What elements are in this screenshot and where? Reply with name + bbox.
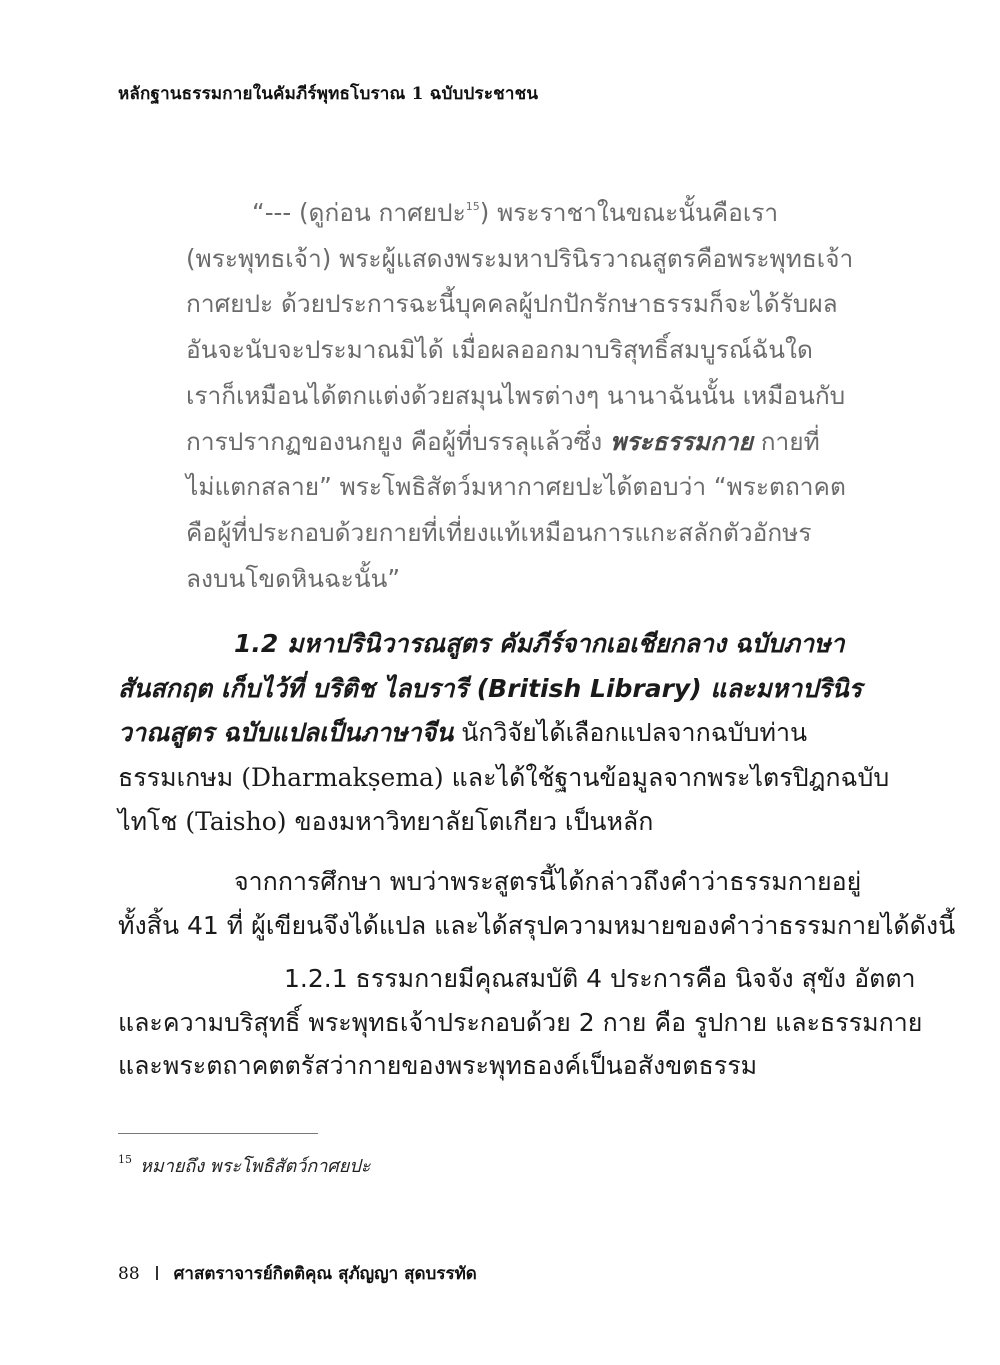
quote-line: เราก็เหมือนได้ตกแต่งด้วยสมุนไพรต่างๆ นานาฉันนั้น เหมือนกับ (186, 380, 846, 410)
section-1-2 (118, 622, 890, 845)
block-quote (186, 190, 854, 601)
quote-line: ไม่แตกสลาย” พระโพธิสัตว์มหากาศยปะได้ตอบว่า “พระตถาคต (186, 472, 846, 502)
section-1-2-1 (118, 957, 923, 1088)
findings-paragraph (118, 860, 956, 948)
footnote-text: หมายถึง พระโพธิสัตว์กาศยปะ (140, 1156, 371, 1177)
page-number: 88 (118, 1264, 140, 1284)
emphasis-term: พระธรรมกาย (610, 426, 753, 456)
quote-line: “--- (ดูก่อน กาศยปะ$^{15}$) พระราชาในขณะนั้นคือเรา (252, 198, 779, 227)
footer-separator (156, 1266, 158, 1280)
section-heading-line: 1.2 มหาปรินิวารณสูตร คัมภีร์จากเอเชียกลาง ฉบับภาษา (234, 629, 845, 658)
paragraph-line: จากการศึกษา พบว่าพระสูตรนี้ได้กล่าวถึงคำว่าธรรมกายอยู่ (234, 867, 862, 896)
paragraph-line: และพระตถาคตตรัสว่ากายของพระพุทธองค์เป็นอสังขตธรรม (118, 1051, 758, 1080)
footnote-ref[interactable]: 15 (465, 200, 480, 213)
footnote (118, 1151, 370, 1180)
quote-line: กาศยปะ ด้วยประการฉะนี้บุคคลผู้ปกปักรักษาธรรมก็จะได้รับผล (186, 289, 838, 319)
running-header: หลักฐานธรรมกายในคัมภีร์พุทธโบราณ 1 ฉบับประชาชน (118, 84, 539, 104)
quote-line: ลงบนโขดหินฉะนั้น” (186, 563, 401, 593)
page-footer (118, 1260, 477, 1287)
paragraph-line: ธรรมเกษม (Dharmakṣema) และได้ใช้ฐานข้อมูลจากพระไตรปิฎกฉบับ (118, 762, 890, 792)
paragraph-line: และความบริสุทธิ์ พระพุทธเจ้าประกอบด้วย 2 กาย คือ รูปกาย และธรรมกาย (118, 1007, 923, 1037)
quote-line: อันจะนับจะประมาณมิได้ เมื่อผลออกมาบริสุทธิ์สมบูรณ์ฉันใด (186, 335, 813, 365)
paragraph-line: วาณสูตร ฉบับแปลเป็นภาษาจีน นักวิจัยได้เลือกแปลจากฉบับท่าน (118, 718, 808, 747)
paragraph-line: ไทโช (Taisho) ของมหาวิทยาลัยโตเกียว เป็นหลัก (118, 807, 654, 836)
footnote-number: 15 (118, 1153, 132, 1166)
quote-line: คือผู้ที่ประกอบด้วยกายที่เที่ยงแท้เหมือนการแกะสลักตัวอักษร (186, 517, 812, 547)
footnote-divider (118, 1133, 318, 1134)
quote-line: (พระพุทธเจ้า) พระผู้แสดงพระมหาปรินิรวาณสูตรคือพระพุทธเจ้า (186, 243, 854, 273)
paragraph-line: ทั้งสิ้น 41 ที่ ผู้เขียนจึงได้แปล และได้สรุปความหมายของคำว่าธรรมกายได้ดังนี้ (118, 911, 956, 940)
quote-line: การปรากฏของนกยูง คือผู้ที่บรรลุแล้วซึ่ง พระธรรมกาย กายที่ (186, 426, 820, 456)
author-name: ศาสตราจารย์กิตติคุณ สุภัญญา สุดบรรทัด (173, 1264, 477, 1284)
section-heading-line: สันสกฤต เก็บไว้ที่ บริติช ไลบรารี (British Library) และมหาปรินิร (118, 673, 863, 703)
paragraph-line: 1.2.1 ธรรมกายมีคุณสมบัติ 4 ประการคือ นิจจัง สุขัง อัตตา (284, 964, 916, 993)
